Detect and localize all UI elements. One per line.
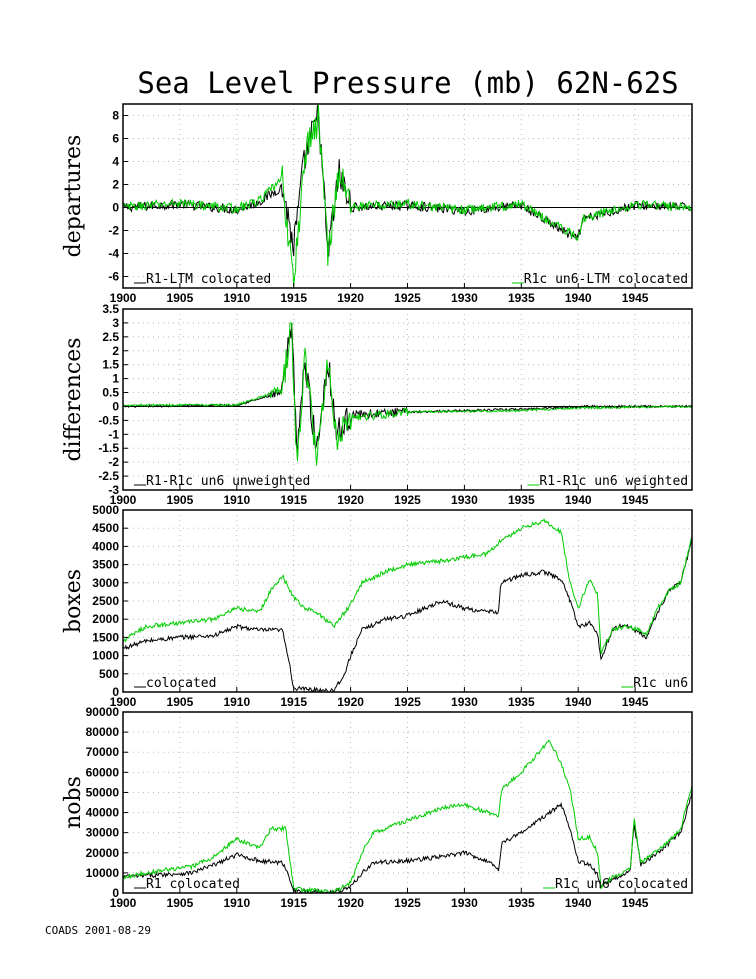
x-tick-label: 1900 (109, 291, 137, 305)
x-tick-label: 1935 (507, 695, 535, 709)
y-tick-label: -2 (108, 223, 119, 238)
y-tick-label: 0 (112, 200, 119, 215)
panel-boxes (61, 503, 692, 709)
x-tick-label: 1920 (337, 896, 364, 910)
x-tick-label: 1910 (223, 695, 251, 709)
legend-label-green: R1c un6-LTM colocated (523, 272, 689, 287)
x-tick-label: 1920 (337, 291, 364, 305)
y-tick-label: 3000 (92, 575, 119, 590)
panel-nobs (61, 705, 692, 910)
legend-label-green: R1-R1c un6 weighted (539, 474, 689, 489)
x-tick-label: 1925 (394, 493, 421, 507)
x-tick-label: 1940 (564, 291, 592, 305)
x-tick-label: 1940 (564, 896, 592, 910)
y-tick-label: -2 (108, 455, 119, 470)
legend-label-black: R1-R1c un6 unweighted (146, 474, 311, 489)
y-tick-label: -0.5 (98, 413, 119, 428)
x-tick-label: 1940 (564, 695, 592, 709)
y-tick-label: 10000 (85, 865, 119, 880)
y-tick-label: 3.5 (102, 302, 119, 316)
x-tick-label: 1915 (280, 493, 308, 507)
x-tick-label: 1945 (621, 695, 649, 709)
y-tick-label: 0 (112, 399, 119, 414)
y-tick-label: 1 (112, 371, 119, 386)
y-tick-label: 60000 (85, 765, 119, 780)
x-tick-label: 1930 (451, 896, 478, 910)
x-tick-label: 1920 (337, 695, 364, 709)
x-tick-label: 1915 (280, 291, 308, 305)
y-axis-label: departures (61, 134, 86, 258)
y-axis-label: differences (61, 337, 86, 462)
x-tick-label: 1930 (451, 695, 478, 709)
x-tick-label: 1905 (166, 695, 194, 709)
x-tick-label: 1935 (507, 896, 535, 910)
y-tick-label: -3 (108, 483, 119, 497)
y-tick-label: 2000 (92, 612, 119, 627)
x-tick-label: 1920 (337, 493, 364, 507)
y-tick-label: 0 (112, 886, 119, 900)
x-tick-label: 1925 (394, 896, 421, 910)
legend-label-black: R1-LTM colocated (146, 272, 272, 287)
y-tick-label: 80000 (85, 725, 119, 740)
y-tick-label: 30000 (85, 825, 119, 840)
x-tick-label: 1900 (109, 493, 137, 507)
x-tick-label: 1905 (166, 493, 194, 507)
y-tick-label: 6 (112, 131, 119, 146)
x-tick-label: 1945 (621, 493, 649, 507)
y-tick-label: 90000 (85, 705, 119, 719)
y-tick-label: 50000 (85, 785, 119, 800)
y-tick-label: -4 (108, 246, 119, 261)
y-tick-label: 40000 (85, 805, 119, 820)
x-tick-label: 1915 (280, 896, 308, 910)
y-tick-label: -6 (108, 269, 119, 284)
y-tick-label: 5000 (92, 503, 119, 517)
x-tick-label: 1945 (621, 291, 649, 305)
x-tick-label: 1900 (109, 695, 137, 709)
x-tick-label: 1940 (564, 493, 592, 507)
y-axis-label: nobs (61, 776, 86, 829)
chart-title: Sea Level Pressure (mb) 62N-62S (137, 66, 679, 100)
y-tick-label: 4 (112, 154, 119, 169)
x-tick-label: 1935 (507, 291, 535, 305)
x-tick-label: 1945 (621, 896, 649, 910)
series-line-green (123, 519, 692, 654)
x-tick-label: 1935 (507, 493, 535, 507)
x-tick-label: 1900 (109, 896, 137, 910)
series-line-black (123, 105, 692, 256)
y-tick-label: -2.5 (98, 469, 119, 484)
plot-frame (123, 104, 692, 288)
x-tick-label: 1910 (223, 896, 251, 910)
y-axis-label: boxes (61, 568, 86, 634)
y-tick-label: 3 (112, 315, 119, 330)
y-tick-label: -1.5 (98, 441, 119, 456)
y-tick-label: 1000 (92, 648, 119, 663)
x-tick-label: 1905 (166, 896, 194, 910)
y-tick-label: 0.5 (102, 385, 119, 400)
y-tick-label: -1 (108, 427, 119, 442)
series-line-green (123, 740, 692, 893)
y-tick-label: 70000 (85, 745, 119, 760)
y-tick-label: 2 (112, 177, 119, 192)
legend-label-black: R1 colocated (146, 877, 240, 892)
x-tick-label: 1915 (280, 695, 308, 709)
legend-label-black: colocated (146, 676, 217, 691)
y-tick-label: 4000 (92, 539, 119, 554)
y-tick-label: 2 (112, 343, 119, 358)
panel-differences (61, 302, 692, 507)
y-tick-label: 3500 (92, 557, 119, 572)
panel-departures (61, 104, 692, 305)
x-tick-label: 1905 (166, 291, 194, 305)
y-tick-label: 2500 (92, 594, 119, 608)
x-tick-label: 1930 (451, 493, 478, 507)
x-tick-label: 1910 (223, 291, 251, 305)
y-tick-label: 1.5 (102, 357, 119, 372)
legend-label-green: R1c un6 (633, 676, 689, 691)
y-tick-label: 2.5 (102, 329, 119, 344)
x-tick-label: 1930 (451, 291, 478, 305)
x-tick-label: 1925 (394, 291, 421, 305)
y-tick-label: 0 (112, 685, 119, 699)
footer-note: COADS 2001-08-29 (45, 924, 151, 937)
y-tick-label: 1500 (92, 630, 119, 645)
y-tick-label: 4500 (92, 521, 119, 536)
x-tick-label: 1910 (223, 493, 251, 507)
series-line-black (123, 323, 692, 458)
x-tick-label: 1925 (394, 695, 421, 709)
y-tick-label: 8 (112, 108, 119, 123)
y-tick-label: 500 (98, 666, 119, 681)
legend-label-green: R1c un6 colocated (555, 877, 689, 892)
y-tick-label: 20000 (85, 845, 119, 860)
